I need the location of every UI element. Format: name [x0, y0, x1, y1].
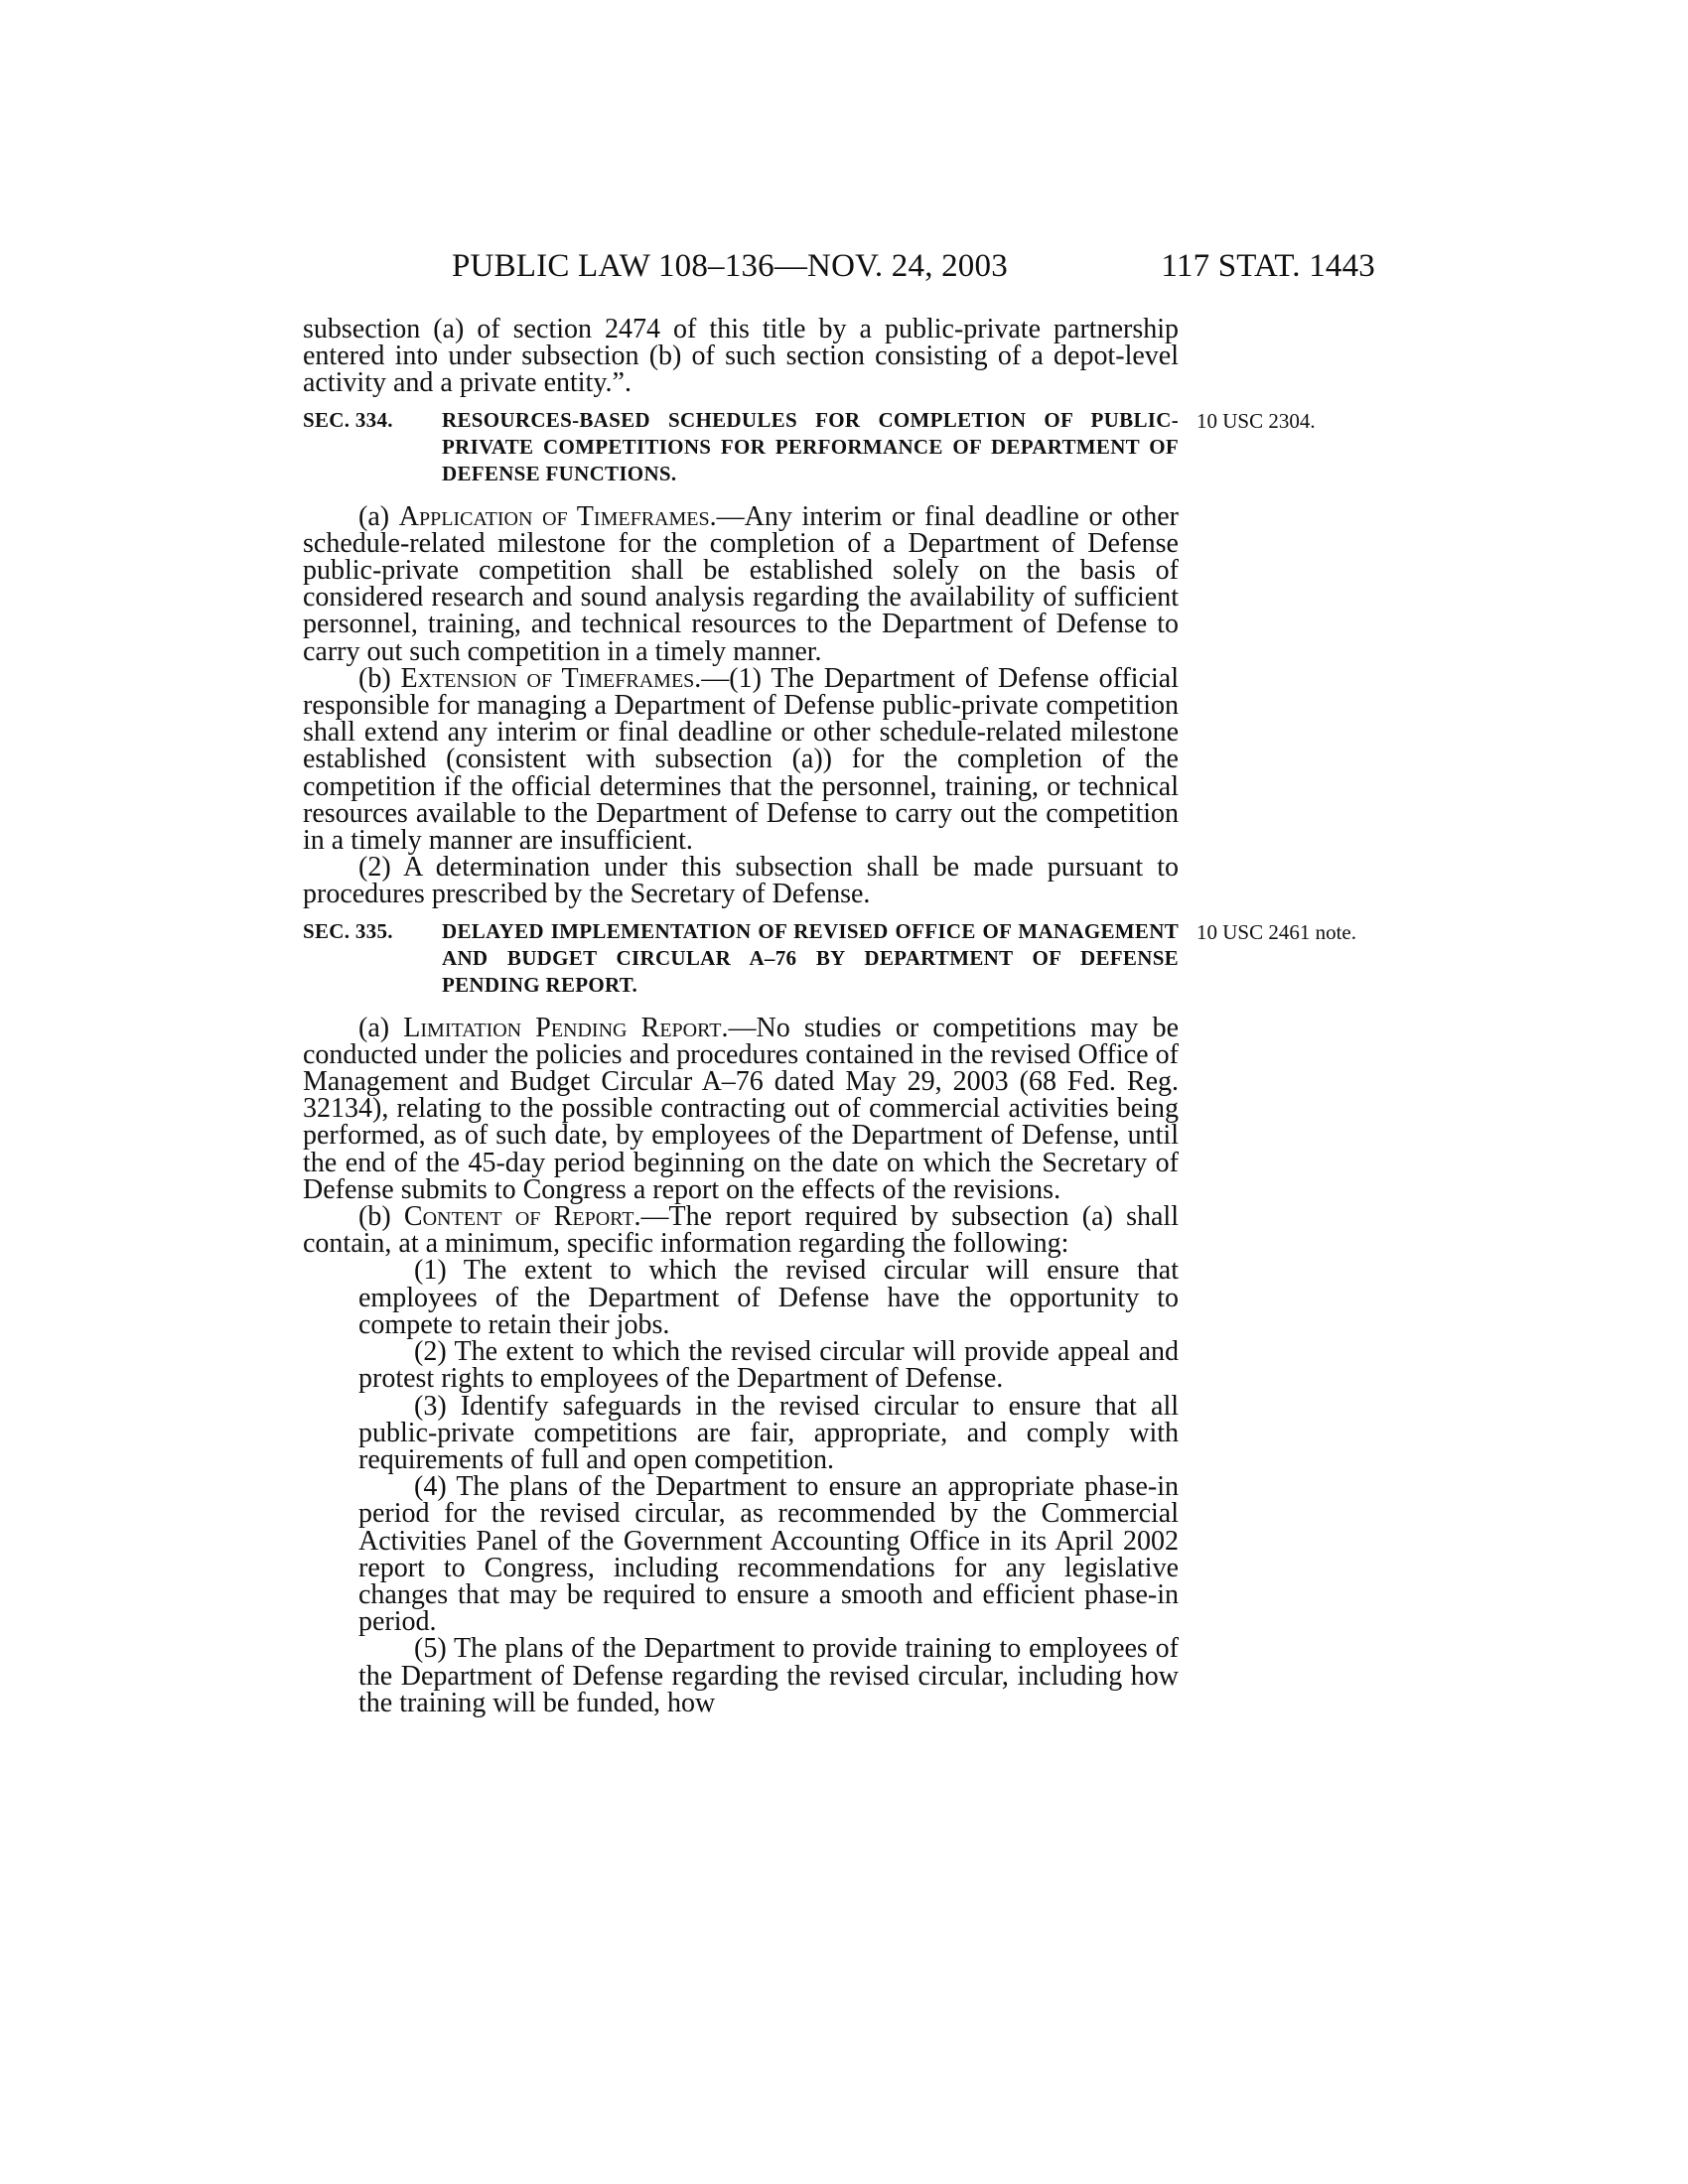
- document-body: [303, 314, 1357, 1718]
- subsection-heading: Extension of Timeframes: [400, 662, 695, 694]
- margin-note-usc: 10 USC 2304.: [1196, 408, 1316, 433]
- statute-page-number: 117 STAT. 1443: [1161, 248, 1375, 284]
- subsection-heading: Application of Timeframes: [398, 500, 710, 532]
- section-number: SEC. 335.: [303, 918, 393, 943]
- report-item-1: (1) The extent to which the revised circular will ensure that employees of the Department of Defense have the opportunity to compete to retain their jobs.: [358, 1255, 1179, 1340]
- section-334-heading: [303, 407, 1316, 487]
- subsection-b-content-of-report: [303, 1201, 1179, 1260]
- running-header: [452, 248, 1375, 288]
- section-335-heading: [303, 918, 1357, 999]
- subsection-text: .—(1) The Department of Defense official responsible for managing a Department of Defense public-private competition shall extend any interim or final deadline or other schedule-related milestone established (consistent with subsection (a)) for the completion of the competition if the official determines that the personnel, training, or technical resources available to the Department of Defense to carry out the competition in a timely manner are insufficient.: [303, 662, 1179, 857]
- subsection-text: .—Any interim or final deadline or other schedule-related milestone for the completion of a Department of Defense public-private competition shall be established solely on the basis of considered research and sound analysis regarding the availability of sufficient personnel, training, and technical resources to the Department of Defense to carry out such competition in a timely manner.: [303, 500, 1180, 667]
- public-law-citation: PUBLIC LAW 108–136—NOV. 24, 2003: [452, 248, 1008, 284]
- section-title: DELAYED IMPLEMENTATION OF REVISED OFFICE OF MANAGEMENT AND BUDGET CIRCULAR A–76 BY DEPARTMENT OF DEFENSE PENDING REPORT.: [442, 918, 1179, 997]
- subsection-b-paragraph-2: (2) A determination under this subsection shall be made pursuant to procedures prescribed by the Secretary of Defense.: [303, 852, 1179, 910]
- subsection-prefix: (b): [358, 662, 401, 694]
- report-item-5: (5) The plans of the Department to provide training to employees of the Department of Defense regarding the revised circular, including how the training will be funded, how: [358, 1633, 1179, 1718]
- subsection-prefix: (a): [358, 500, 399, 532]
- report-item-4: (4) The plans of the Department to ensure an appropriate phase-in period for the revised circular, as recommended by the Commercial Activities Panel of the Government Accounting Office in its April 2002 report to Congress, including recommendations for any legislative changes that may be required to ensure a smooth and efficient phase-in period.: [358, 1471, 1179, 1638]
- report-item-3: (3) Identify safeguards in the revised circular to ensure that all public-private competitions are fair, appropriate, and comply with requirements of full and open competition.: [358, 1390, 1179, 1475]
- intro-paragraph: subsection (a) of section 2474 of this title by a public-private partnership entered into under subsection (b) of such section consisting of a depot-level activity and a private entity.”.: [303, 314, 1179, 399]
- subsection-text: .—The report required by subsection (a) shall contain, at a minimum, specific information regarding the following:: [303, 1201, 1179, 1260]
- section-title: RESOURCES-BASED SCHEDULES FOR COMPLETION OF PUBLIC-PRIVATE COMPETITIONS FOR PERFORMANCE OF DEPARTMENT OF DEFENSE FUNCTIONS.: [442, 407, 1179, 485]
- subsection-prefix: (a): [358, 1012, 404, 1043]
- subsection-heading: Limitation Pending Report: [403, 1012, 722, 1043]
- subsection-prefix: (b): [358, 1201, 404, 1233]
- subsection-a-application-of-timeframes: [303, 500, 1180, 667]
- section-number: SEC. 334.: [303, 407, 393, 432]
- subsection-heading: Content of Report: [403, 1201, 634, 1233]
- margin-note-usc: 10 USC 2461 note.: [1196, 919, 1357, 944]
- report-item-2: (2) The extent to which the revised circular will provide appeal and protest rights to employees of the Department of Defense.: [358, 1336, 1179, 1395]
- subsection-text: .—No studies or competitions may be conducted under the policies and procedures contained in the revised Office of Management and Budget Circular A–76 dated May 29, 2003 (68 Fed. Reg. 32134), relating to the possible contracting out of commercial activities being performed, as of such date, by employees of the Department of Defense, until the end of the 45-day period beginning on the date on which the Secretary of Defense submits to Congress a report on the effects of the revisions.: [303, 1012, 1179, 1205]
- subsection-a-limitation-pending-report: [303, 1012, 1179, 1205]
- subsection-b-extension-of-timeframes: [303, 662, 1179, 857]
